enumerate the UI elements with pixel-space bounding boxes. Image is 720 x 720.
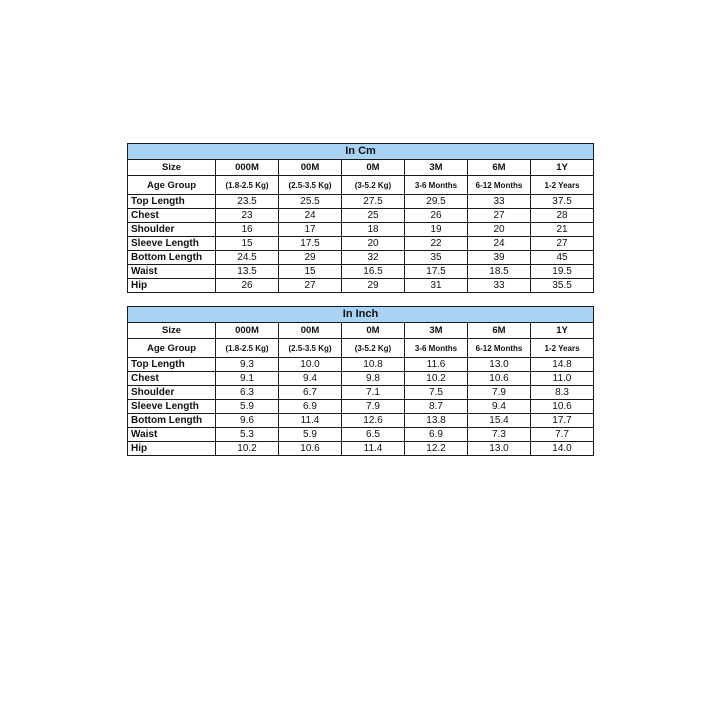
measurement-value: 9.3 (216, 358, 279, 372)
measurement-value: 11.0 (531, 372, 594, 386)
age-group-cell: (2.5-3.5 Kg) (279, 176, 342, 195)
measurement-value: 13.8 (405, 414, 468, 428)
measurement-label: Top Length (128, 195, 216, 209)
measurement-value: 7.1 (342, 386, 405, 400)
measurement-value: 25.5 (279, 195, 342, 209)
age-group-cell: (3-5.2 Kg) (342, 339, 405, 358)
measurement-value: 24 (468, 237, 531, 251)
measurement-value: 10.2 (405, 372, 468, 386)
measurement-value: 35 (405, 251, 468, 265)
measurement-label: Waist (128, 265, 216, 279)
measurement-value: 6.3 (216, 386, 279, 400)
measurement-value: 11.4 (342, 442, 405, 456)
measurement-value: 15 (216, 237, 279, 251)
measurement-label: Waist (128, 428, 216, 442)
age-group-cell: 1-2 Years (531, 339, 594, 358)
measurement-value: 5.9 (279, 428, 342, 442)
age-group-cell: (2.5-3.5 Kg) (279, 339, 342, 358)
measurement-label: Hip (128, 279, 216, 293)
measurement-value: 27 (531, 237, 594, 251)
measurement-value: 9.4 (279, 372, 342, 386)
age-group-row (128, 176, 594, 195)
table-row (128, 414, 594, 428)
age-group-cell: (1.8-2.5 Kg) (216, 176, 279, 195)
size-header-cell: 0M (342, 160, 405, 176)
measurement-value: 17.7 (531, 414, 594, 428)
measurement-value: 32 (342, 251, 405, 265)
age-group-cell: (1.8-2.5 Kg) (216, 339, 279, 358)
measurement-label: Shoulder (128, 386, 216, 400)
measurement-value: 16.5 (342, 265, 405, 279)
measurement-value: 7.5 (405, 386, 468, 400)
age-group-label: Age Group (128, 176, 216, 195)
measurement-value: 13.0 (468, 358, 531, 372)
table-title: In Inch (128, 307, 594, 323)
table-title-row (128, 307, 594, 323)
measurement-value: 16 (216, 223, 279, 237)
table-row (128, 237, 594, 251)
size-header-cell: 00M (279, 323, 342, 339)
measurement-value: 15 (279, 265, 342, 279)
measurement-value: 20 (342, 237, 405, 251)
measurement-value: 6.9 (279, 400, 342, 414)
measurement-value: 21 (531, 223, 594, 237)
measurement-value: 9.6 (216, 414, 279, 428)
measurement-value: 29 (342, 279, 405, 293)
size-header-cell: 3M (405, 323, 468, 339)
table-row (128, 400, 594, 414)
measurement-value: 10.6 (279, 442, 342, 456)
table-title-row (128, 144, 594, 160)
measurement-value: 45 (531, 251, 594, 265)
table-title: In Cm (128, 144, 594, 160)
size-header-cell: 000M (216, 160, 279, 176)
measurement-value: 26 (216, 279, 279, 293)
size-header-row (128, 160, 594, 176)
size-header-cell: 3M (405, 160, 468, 176)
measurement-value: 12.2 (405, 442, 468, 456)
measurement-value: 6.5 (342, 428, 405, 442)
age-group-cell: 6-12 Months (468, 339, 531, 358)
measurement-value: 9.1 (216, 372, 279, 386)
measurement-value: 17 (279, 223, 342, 237)
measurement-value: 17.5 (405, 265, 468, 279)
measurement-value: 6.9 (405, 428, 468, 442)
age-group-cell: 3-6 Months (405, 176, 468, 195)
measurement-value: 33 (468, 195, 531, 209)
measurement-label: Top Length (128, 358, 216, 372)
measurement-value: 14.8 (531, 358, 594, 372)
measurement-value: 19 (405, 223, 468, 237)
measurement-value: 9.4 (468, 400, 531, 414)
measurement-value: 18.5 (468, 265, 531, 279)
measurement-value: 23 (216, 209, 279, 223)
measurement-value: 17.5 (279, 237, 342, 251)
size-header-cell: 6M (468, 323, 531, 339)
table-row (128, 279, 594, 293)
size-header-cell: 6M (468, 160, 531, 176)
size-header-cell: 00M (279, 160, 342, 176)
measurement-value: 10.6 (531, 400, 594, 414)
measurement-value: 13.5 (216, 265, 279, 279)
measurement-value: 6.7 (279, 386, 342, 400)
table-row (128, 372, 594, 386)
measurement-value: 20 (468, 223, 531, 237)
size-header-row (128, 323, 594, 339)
table-row (128, 195, 594, 209)
table-row (128, 223, 594, 237)
measurement-value: 18 (342, 223, 405, 237)
measurement-value: 26 (405, 209, 468, 223)
measurement-label: Sleeve Length (128, 400, 216, 414)
measurement-value: 10.8 (342, 358, 405, 372)
age-group-cell: 3-6 Months (405, 339, 468, 358)
table-row (128, 386, 594, 400)
measurement-label: Sleeve Length (128, 237, 216, 251)
measurement-value: 23.5 (216, 195, 279, 209)
size-label: Size (128, 323, 216, 339)
measurement-value: 13.0 (468, 442, 531, 456)
age-group-row (128, 339, 594, 358)
measurement-value: 11.4 (279, 414, 342, 428)
measurement-value: 29 (279, 251, 342, 265)
size-chart-cm-table (127, 143, 594, 293)
measurement-label: Bottom Length (128, 251, 216, 265)
measurement-value: 22 (405, 237, 468, 251)
measurement-value: 37.5 (531, 195, 594, 209)
measurement-value: 7.7 (531, 428, 594, 442)
measurement-value: 31 (405, 279, 468, 293)
measurement-value: 24 (279, 209, 342, 223)
measurement-value: 28 (531, 209, 594, 223)
measurement-value: 15.4 (468, 414, 531, 428)
measurement-value: 24.5 (216, 251, 279, 265)
measurement-value: 7.9 (342, 400, 405, 414)
measurement-value: 27.5 (342, 195, 405, 209)
measurement-value: 7.9 (468, 386, 531, 400)
table-row (128, 265, 594, 279)
measurement-value: 5.9 (216, 400, 279, 414)
table-row (128, 251, 594, 265)
table-row (128, 442, 594, 456)
age-group-cell: 1-2 Years (531, 176, 594, 195)
measurement-value: 8.3 (531, 386, 594, 400)
size-header-cell: 1Y (531, 160, 594, 176)
table-row (128, 428, 594, 442)
size-chart-inch-table (127, 306, 594, 456)
age-group-label: Age Group (128, 339, 216, 358)
measurement-label: Chest (128, 209, 216, 223)
measurement-label: Shoulder (128, 223, 216, 237)
measurement-value: 35.5 (531, 279, 594, 293)
measurement-value: 33 (468, 279, 531, 293)
measurement-value: 10.0 (279, 358, 342, 372)
table-row (128, 209, 594, 223)
measurement-value: 10.6 (468, 372, 531, 386)
measurement-value: 29.5 (405, 195, 468, 209)
measurement-value: 39 (468, 251, 531, 265)
measurement-label: Hip (128, 442, 216, 456)
size-header-cell: 1Y (531, 323, 594, 339)
measurement-value: 9.8 (342, 372, 405, 386)
measurement-value: 25 (342, 209, 405, 223)
measurement-label: Bottom Length (128, 414, 216, 428)
table-row (128, 358, 594, 372)
measurement-value: 27 (279, 279, 342, 293)
size-header-cell: 0M (342, 323, 405, 339)
measurement-value: 12.6 (342, 414, 405, 428)
measurement-value: 7.3 (468, 428, 531, 442)
size-header-cell: 000M (216, 323, 279, 339)
measurement-value: 11.6 (405, 358, 468, 372)
age-group-cell: (3-5.2 Kg) (342, 176, 405, 195)
measurement-value: 27 (468, 209, 531, 223)
measurement-value: 14.0 (531, 442, 594, 456)
measurement-value: 5.3 (216, 428, 279, 442)
age-group-cell: 6-12 Months (468, 176, 531, 195)
measurement-label: Chest (128, 372, 216, 386)
measurement-value: 8.7 (405, 400, 468, 414)
size-label: Size (128, 160, 216, 176)
measurement-value: 10.2 (216, 442, 279, 456)
measurement-value: 19.5 (531, 265, 594, 279)
